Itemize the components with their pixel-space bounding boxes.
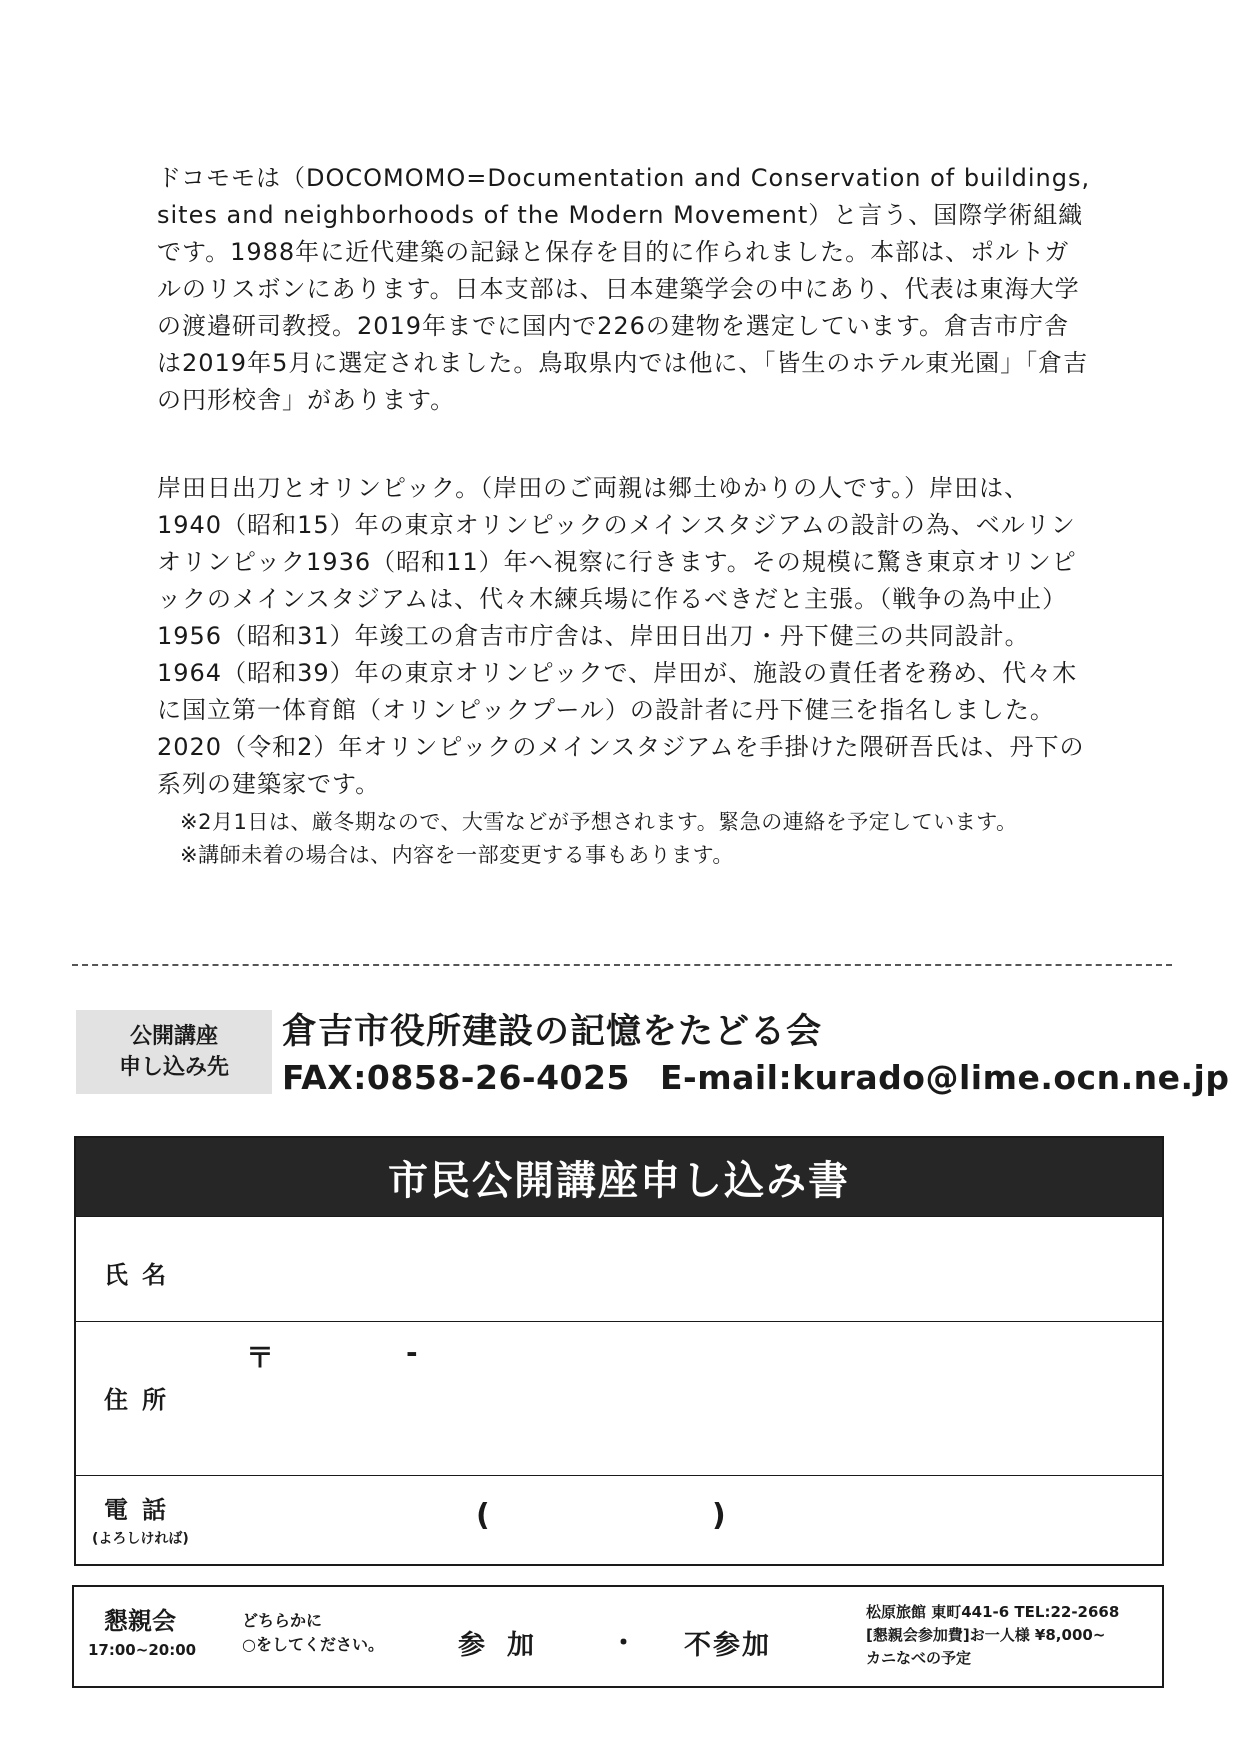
intro-paragraph-olympics: 岸田日出刀とオリンピック。（岸田のご両親は郷土ゆかりの人です。）岸田は、1940（昭和15）年の東京オリンピックのメインスタジアムの設計の為、ベルリンオリンピック1936（昭和11）年へ視察に行きます。その規模に驚き東京オリンピックのメインスタジアムは、代々木練兵場に作るべきだと主張。（戦争の為中止）1956（昭和31）年竣工の倉吉市庁舎は、岸田日出刀・丹下健三の共同設計。1964（昭和39）年の東京オリンピックで、岸田が、施設の責任者を務め、代々木に国立第一体育館（オリンピックプール）の設計者に丹下健三を指名しました。2020（令和2）年オリンピックのメインスタジアムを手掛けた隈研吾氏は、丹下の系列の建築家です。 xyxy=(157,474,1085,798)
party-instruction xyxy=(242,1609,384,1657)
fax-number: FAX:0858-26-4025 xyxy=(282,1058,630,1097)
party-venue-info xyxy=(866,1601,1119,1670)
phone-label: 電話 xyxy=(104,1496,180,1524)
party-venue: 松原旅館 東町441-6 TEL:22-2668 xyxy=(866,1603,1120,1621)
absent-option[interactable]: 不参加 xyxy=(684,1630,771,1661)
email-address[interactable]: E-mail:kurado@lime.ocn.ne.jp xyxy=(659,1058,1230,1097)
cut-line xyxy=(72,964,1172,966)
party-instruction-line2: ○をしてください。 xyxy=(242,1635,384,1654)
party-time: 17:00~20:00 xyxy=(88,1641,197,1659)
party-instruction-line1: どちらかに xyxy=(242,1611,323,1630)
phone-field[interactable] xyxy=(76,1475,1162,1568)
phone-paren-open: ( xyxy=(476,1498,490,1533)
name-label: 氏名 xyxy=(104,1261,180,1289)
party-menu: カニなべの予定 xyxy=(866,1649,972,1667)
party-label: 懇親会 xyxy=(104,1607,176,1635)
organization-name: 倉吉市役所建設の記憶をたどる会 xyxy=(282,1012,823,1052)
form-title: 市民公開講座申し込み書 xyxy=(76,1138,1162,1216)
name-field[interactable] xyxy=(76,1216,1162,1321)
phone-optional-note: (よろしければ) xyxy=(92,1531,189,1547)
notes xyxy=(180,806,1080,872)
phone-paren-close: ) xyxy=(712,1498,726,1533)
application-form xyxy=(74,1136,1164,1566)
contact-line xyxy=(282,1058,1229,1097)
apply-label-line1: 公開講座 xyxy=(129,1024,218,1049)
party-fee: [懇親会参加費]お一人様 ¥8,000~ xyxy=(866,1626,1106,1644)
note-lecturer: ※講師未着の場合は、内容を一部変更する事もあります。 xyxy=(180,843,734,867)
attend-option[interactable]: 参加 xyxy=(458,1630,556,1661)
postal-hyphen: - xyxy=(406,1336,418,1369)
postal-mark: 〒 xyxy=(246,1341,275,1374)
address-label: 住所 xyxy=(104,1386,180,1414)
note-weather: ※2月1日は、厳冬期なので、大雪などが予想されます。緊急の連絡を予定しています。 xyxy=(180,810,1018,834)
option-separator: ・ xyxy=(610,1628,637,1659)
apply-label-box xyxy=(76,1010,272,1094)
intro-paragraph-docomomo: ドコモモは（DOCOMOMO=Documentation and Conservation of buildings, sites and neighborhoods of the Modern Movement）と言う、国際学術組織です。1988年に近代建築の記録と保存を目的に作られました。本部は、ポルトガルのリスボンにあります。日本支部は、日本建築学会の中にあり、代表は東海大学の渡邉研司教授。2019年までに国内で226の建物を選定しています。倉吉市庁舎は2019年5月に選定されました。鳥取県内では他に、「皆生のホテル東光園」「倉吉の円形校舎」があります。 xyxy=(157,164,1091,414)
address-field[interactable] xyxy=(76,1321,1162,1475)
party-section xyxy=(72,1585,1164,1688)
apply-label-line2: 申し込み先 xyxy=(118,1055,229,1080)
